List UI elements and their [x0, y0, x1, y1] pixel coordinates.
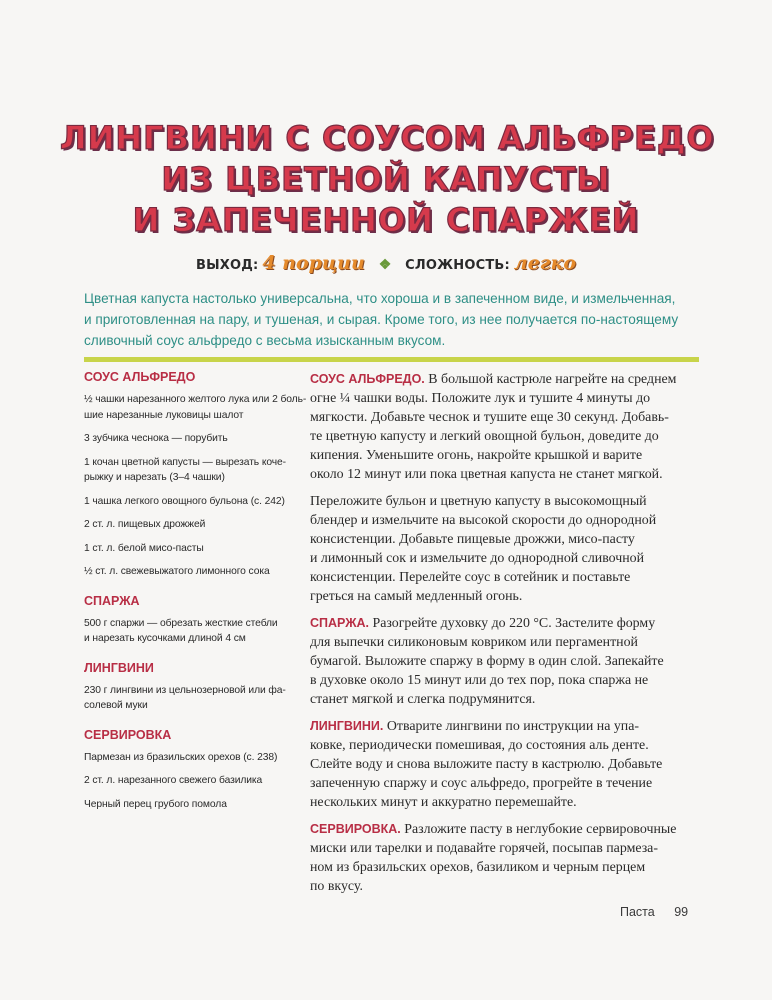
instruction-line: те цветную капусту и легкий овощной бульон, доведите до [310, 429, 659, 444]
intro-line: сливочный соус альфредо с весьма изысканным вкусом. [84, 333, 446, 348]
step-text: Отварите лингвини по инструкции на упа- [383, 719, 640, 734]
ingredient-line: 2 ст. л. пищевых дрожжей [84, 519, 206, 530]
footer-section: Паста [620, 905, 655, 919]
ingredient-item [84, 564, 284, 580]
yield-label: ВЫХОД: [195, 258, 259, 273]
ingredients-column [84, 370, 307, 826]
diamond-separator-icon: ❖ [378, 256, 392, 272]
ingredient-item [84, 773, 284, 789]
step-text: В большой кастрюле нагрейте на среднем [424, 372, 677, 387]
ingredient-line: 2 ст. л. нарезанного свежего базилика [84, 775, 263, 786]
ingredient-line: 3 зубчика чеснока — порубить [84, 433, 228, 444]
ingredient-section-heading: СОУС АЛЬФРЕДО [84, 370, 196, 384]
instruction-line: миски или тарелки и подавайте горячей, посыпав пармеза- [310, 841, 658, 856]
instruction-line: нескольких минут и аккуратно перемешайте. [310, 795, 577, 810]
ingredient-item [84, 455, 284, 486]
instruction-line [310, 614, 702, 633]
instruction-line: для выпечки силиконовым ковриком или пергаментной [310, 635, 638, 650]
instruction-line: консистенции. Добавьте пищевые дрожжи, мисо-пасту [310, 532, 635, 547]
recipe-meta [0, 252, 772, 274]
title-line: ЛИНГВИНИ С СОУСОМ АЛЬФРЕДО [60, 119, 715, 157]
ingredient-line: 500 г спаржи — обрезать жесткие стебли [84, 617, 278, 629]
ingredient-line: и нарезать кусочками длиной 4 см [84, 633, 246, 644]
ingredient-line: ½ чашки нарезанного желтого лука или 2 боль- [84, 394, 307, 405]
instruction-line: греться на самый медленный огонь. [310, 589, 523, 604]
intro-line: Цветная капуста настолько универсальна, что хороша и в запеченном виде, и измельченная, [84, 291, 676, 306]
title-line: И ЗАПЕЧЕННОЙ СПАРЖЕЙ [132, 201, 640, 239]
instruction-line: запеченную спаржу и соус альфредо, прогрейте в течение [310, 776, 653, 791]
step-heading: СЕРВИРОВКА. [310, 822, 401, 836]
ingredient-item [84, 431, 284, 447]
page-number: 99 [674, 905, 689, 919]
ingredient-item [84, 616, 284, 647]
ingredient-item [84, 494, 284, 510]
ingredient-line: 1 ст. л. белой мисо-пасты [84, 542, 204, 554]
step-heading: ЛИНГВИНИ. [310, 719, 384, 733]
ingredient-line: шие нарезанные луковицы шалот [84, 409, 244, 421]
ingredient-line: Пармезан из бразильских орехов (с. 238) [84, 751, 278, 763]
instruction-step [310, 492, 702, 606]
page-footer [620, 905, 688, 919]
recipe-intro [84, 288, 700, 351]
ingredient-item [84, 541, 284, 557]
step-text: Разогрейте духовку до 220 °С. Застелите форму [369, 616, 656, 631]
instruction-line: мягкости. Добавьте чеснок и тушите еще 30 секунд. Добавь- [310, 410, 669, 425]
step-text: Разложите пасту в неглубокие сервировочные [400, 822, 677, 837]
instruction-line: по вкусу. [310, 879, 363, 894]
instruction-line: в духовке около 15 минут или до тех пор, пока спаржа не [310, 673, 649, 688]
instruction-line: ковке, периодически помешивая, до состояния аль денте. [310, 738, 649, 753]
ingredient-section-heading: ЛИНГВИНИ [84, 660, 154, 675]
ingredient-item [84, 392, 307, 423]
instruction-line: блендер и измельчите на высокой скорости до однородной [310, 513, 657, 528]
instruction-step [310, 820, 702, 896]
recipe-title [60, 118, 715, 241]
instruction-line: и лимонный сок и измельчите до однородной сливочной [310, 551, 645, 566]
instruction-line: Слейте воду и снова выложите пасту в кастрюлю. Добавьте [310, 757, 663, 772]
instruction-line [310, 820, 702, 839]
instruction-line: около 12 минут или пока цветная капуста не станет мягкой. [310, 467, 663, 482]
section-gap [84, 820, 284, 826]
difficulty-label: СЛОЖНОСТЬ: [405, 258, 510, 273]
instruction-line: кипения. Уменьшите огонь, накройте крышкой и варите [310, 448, 643, 463]
step-heading: СОУС АЛЬФРЕДО. [310, 372, 425, 386]
instruction-step [310, 614, 702, 709]
instruction-line: консистенции. Перелейте соус в сотейник и поставьте [310, 570, 631, 585]
ingredient-line: 230 г лингвини из цельнозерновой или фа- [84, 684, 286, 696]
instruction-line: станет мягкой и слегка подрумянится. [310, 692, 536, 707]
ingredient-line: рыжку и нарезать (3–4 чашки) [84, 472, 225, 483]
title-line: ИЗ ЦВЕТНОЙ КАПУСТЫ [161, 160, 611, 198]
ingredient-line: 1 чашка легкого овощного бульона (с. 242) [84, 495, 285, 507]
ingredient-line: 1 кочан цветной капусты — вырезать коче- [84, 456, 286, 468]
instruction-step [310, 717, 702, 812]
instruction-line [310, 370, 702, 389]
ingredient-line: Черный перец грубого помола [84, 798, 227, 810]
instruction-step [310, 370, 702, 484]
step-heading: СПАРЖА. [310, 616, 370, 630]
instruction-line: бумагой. Выложите спаржу в форму в один слой. Запекайте [310, 654, 664, 669]
ingredient-item [84, 517, 284, 533]
ingredient-item [84, 750, 284, 766]
ingredient-line: ½ ст. л. свежевыжатого лимонного сока [84, 566, 270, 577]
divider [84, 357, 699, 362]
instruction-line: ном из бразильских орехов, базиликом и черным перцем [310, 860, 646, 875]
instruction-line: огне ¼ чашки воды. Положите лук и тушите 4 минуты до [310, 391, 651, 406]
difficulty-value: легко [513, 252, 577, 274]
instruction-line: Переложите бульон и цветную капусту в высокомощный [310, 494, 647, 509]
ingredient-section-heading: СПАРЖА [84, 593, 140, 608]
ingredient-line: солевой муки [84, 700, 148, 711]
instruction-line [310, 717, 702, 736]
instructions-column [310, 370, 702, 904]
ingredient-item [84, 797, 284, 813]
intro-line: и приготовленная на пару, и тушеная, и сырая. Кроме того, из нее получается по-настоящему [84, 312, 679, 327]
ingredient-item [84, 683, 284, 714]
yield-value: 4 порции [262, 252, 365, 274]
ingredient-section-heading: СЕРВИРОВКА [84, 727, 172, 742]
